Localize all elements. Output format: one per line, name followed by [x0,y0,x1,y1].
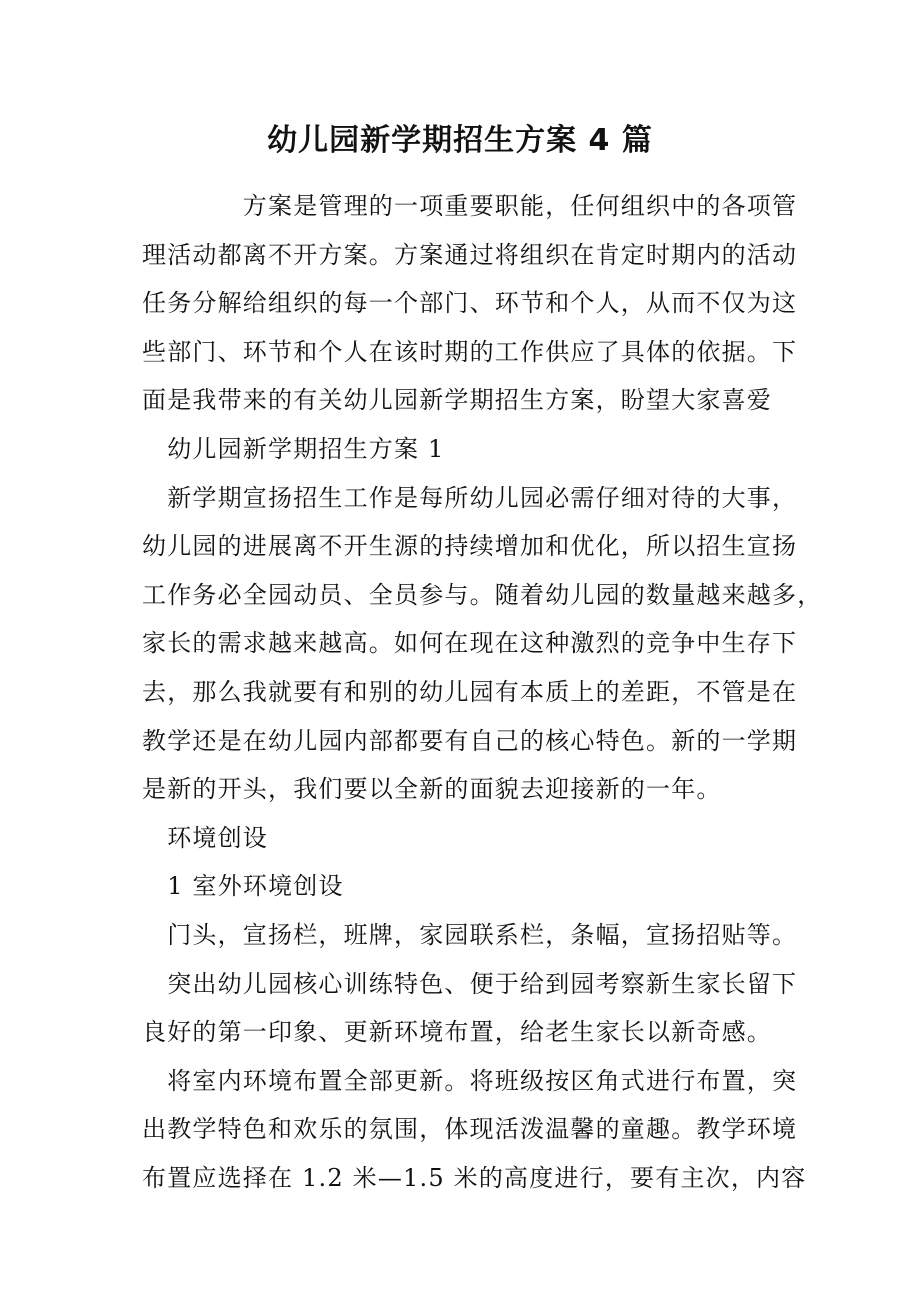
text-line: 工作务必全园动员、全员参与。随着幼儿园的数量越来越多， [142,580,823,609]
subsection-heading: 1 室外环境创设 [142,872,344,901]
text-line: 方案是管理的一项重要职能，任何组织中的各项管 [142,192,798,220]
text-line: 良好的第一印象、更新环境布置，给老生家长以新奇感。 [142,1018,772,1047]
text-line: 新学期宣扬招生工作是每所幼儿园必需仔细对待的大事， [142,483,798,512]
text-line: 突出幼儿园核心训练特色、便于给到园考察新生家长留下 [142,969,798,998]
text-line: 去，那么我就要有和别的幼儿园有本质上的差距，不管是在 [142,677,798,706]
text-line: 理活动都离不开方案。方案通过将组织在肯定时期内的活动 [142,240,798,269]
text-line: 布置应选择在 1.2 米—1.5 米的高度进行，要有主次，内容 [142,1163,807,1192]
text-line: 家长的需求越来越高。如何在现在这种激烈的竞争中生存下 [142,629,798,658]
text-line: 将室内环境布置全部更新。将班级按区角式进行布置，突 [142,1066,798,1095]
section-heading: 环境创设 [142,823,268,852]
section-heading: 幼儿园新学期招生方案 1 [142,434,445,463]
text-line: 面是我带来的有关幼儿园新学期招生方案，盼望大家喜爱 [142,386,772,415]
text-line: 是新的开头，我们要以全新的面貌去迎接新的一年。 [142,775,722,804]
text-line: 出教学特色和欢乐的氛围，体现活泼温馨的童趣。教学环境 [142,1115,798,1144]
document-body [142,182,823,1202]
text-line: 幼儿园的进展离不开生源的持续增加和优化，所以招生宣扬 [142,532,798,561]
text-line: 教学还是在幼儿园内部都要有自己的核心特色。新的一学期 [142,726,798,755]
text-line: 任务分解给组织的每一个部门、环节和个人，从而不仅为这 [142,289,798,318]
document-title: 幼儿园新学期招生方案 4 篇 [267,123,653,158]
text-line: 门头，宣扬栏，班牌，家园联系栏，条幅，宣扬招贴等。 [142,920,798,949]
text-line: 些部门、环节和个人在该时期的工作供应了具体的依据。下 [142,337,798,366]
